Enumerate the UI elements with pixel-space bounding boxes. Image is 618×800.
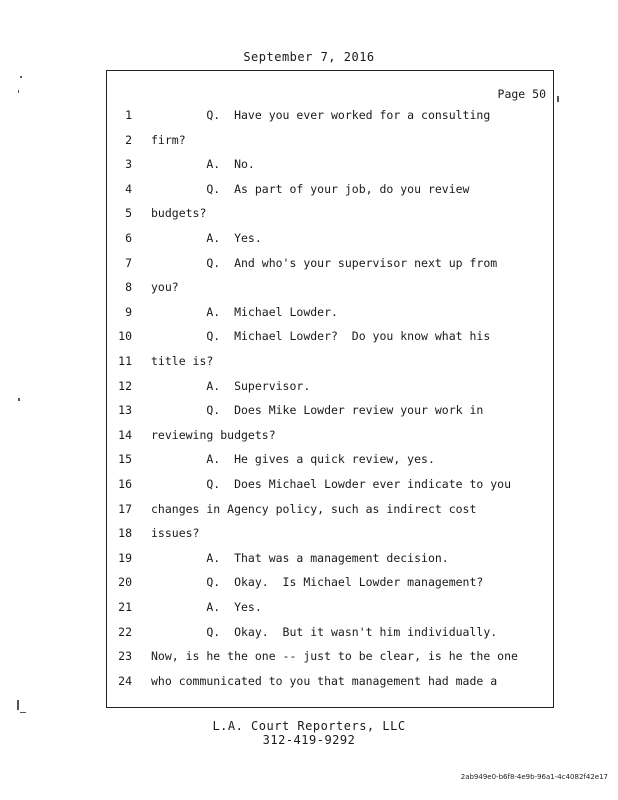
line-number: 18 <box>118 526 132 541</box>
line-number: 3 <box>125 157 132 172</box>
line-number: 17 <box>118 501 132 516</box>
line-text: Q. Michael Lowder? Do you know what his <box>151 329 491 344</box>
line-number: 7 <box>125 255 132 270</box>
footer-company: L.A. Court Reporters, LLC <box>212 719 406 733</box>
line-number: 9 <box>125 304 132 319</box>
transcript-line <box>106 108 554 128</box>
transcript-line <box>106 526 554 546</box>
transcript-line <box>106 452 554 472</box>
line-text: budgets? <box>151 206 207 221</box>
transcript-line <box>106 428 554 448</box>
line-number: 10 <box>118 329 132 344</box>
transcript-line <box>106 502 554 522</box>
line-number: 23 <box>118 649 132 664</box>
transcript-line <box>106 674 554 694</box>
line-number: 5 <box>125 206 132 221</box>
scan-speck <box>20 76 22 78</box>
line-number: 14 <box>118 427 132 442</box>
line-number: 20 <box>118 575 132 590</box>
transcript-line <box>106 133 554 153</box>
line-text: Q. Okay. Is Michael Lowder management? <box>151 575 484 590</box>
line-number: 2 <box>125 132 132 147</box>
line-text: A. He gives a quick review, yes. <box>151 452 435 467</box>
line-text: title is? <box>151 354 214 368</box>
line-number: 16 <box>118 477 132 491</box>
line-number: 6 <box>125 231 132 245</box>
transcript-line <box>106 157 554 177</box>
line-text: changes in Agency policy, such as indirect cost <box>151 501 477 516</box>
line-text: A. Yes. <box>151 231 262 245</box>
transcript-line <box>106 305 554 325</box>
line-number: 21 <box>118 600 132 614</box>
transcript-line <box>106 280 554 300</box>
transcript-line <box>106 649 554 669</box>
transcript-line <box>106 206 554 226</box>
line-text: A. That was a management decision. <box>151 550 449 565</box>
transcript-line <box>106 600 554 620</box>
line-text: Q. Does Mike Lowder review your work in <box>151 403 484 418</box>
transcript-line <box>106 625 554 645</box>
line-text: Q. And who's your supervisor next up from <box>151 255 498 270</box>
transcript-line <box>106 477 554 497</box>
line-number: 24 <box>118 673 132 688</box>
header-date: September 7, 2016 <box>243 50 375 64</box>
line-number: 19 <box>118 550 132 565</box>
scan-speck <box>17 700 19 710</box>
line-text: A. No. <box>151 157 255 172</box>
line-number: 15 <box>118 452 132 467</box>
transcript-line <box>106 403 554 423</box>
line-number: 11 <box>118 354 132 368</box>
transcript-line <box>106 231 554 251</box>
scan-speck <box>18 90 19 93</box>
line-text: Now, is he the one -- just to be clear, is he the one <box>151 649 518 664</box>
transcript-line <box>106 379 554 399</box>
scan-speck <box>18 398 20 401</box>
line-number: 13 <box>118 403 132 418</box>
transcript-line <box>106 182 554 202</box>
line-number: 8 <box>125 280 132 295</box>
line-text: Q. Have you ever worked for a consulting <box>151 108 491 122</box>
transcript-line <box>106 256 554 276</box>
document-id: 2ab949e0-b6f8-4e9b-96a1-4c4082f42e17 <box>460 773 608 781</box>
line-number: 22 <box>118 624 132 639</box>
line-text: firm? <box>151 132 186 147</box>
line-text: reviewing budgets? <box>151 427 276 442</box>
line-text: issues? <box>151 526 200 541</box>
line-text: who communicated to you that management had made a <box>151 673 498 688</box>
footer-phone: 312-419-9292 <box>262 733 356 747</box>
line-text: Q. Okay. But it wasn't him individually. <box>151 624 498 639</box>
line-number: 12 <box>118 378 132 393</box>
line-text: Q. Does Michael Lowder ever indicate to you <box>151 477 512 491</box>
line-number: 1 <box>125 108 132 122</box>
line-text: Q. As part of your job, do you review <box>151 181 470 196</box>
transcript-line <box>106 575 554 595</box>
page-number: Page 50 <box>497 87 546 101</box>
scan-speck <box>557 96 559 102</box>
line-text: A. Supervisor. <box>151 378 311 393</box>
transcript-line <box>106 354 554 374</box>
line-number: 4 <box>125 181 132 196</box>
line-text: A. Yes. <box>151 600 262 614</box>
line-text: A. Michael Lowder. <box>151 304 338 319</box>
transcript-line <box>106 329 554 349</box>
scan-speck <box>20 712 26 713</box>
line-text: you? <box>151 280 179 295</box>
transcript-line <box>106 551 554 571</box>
